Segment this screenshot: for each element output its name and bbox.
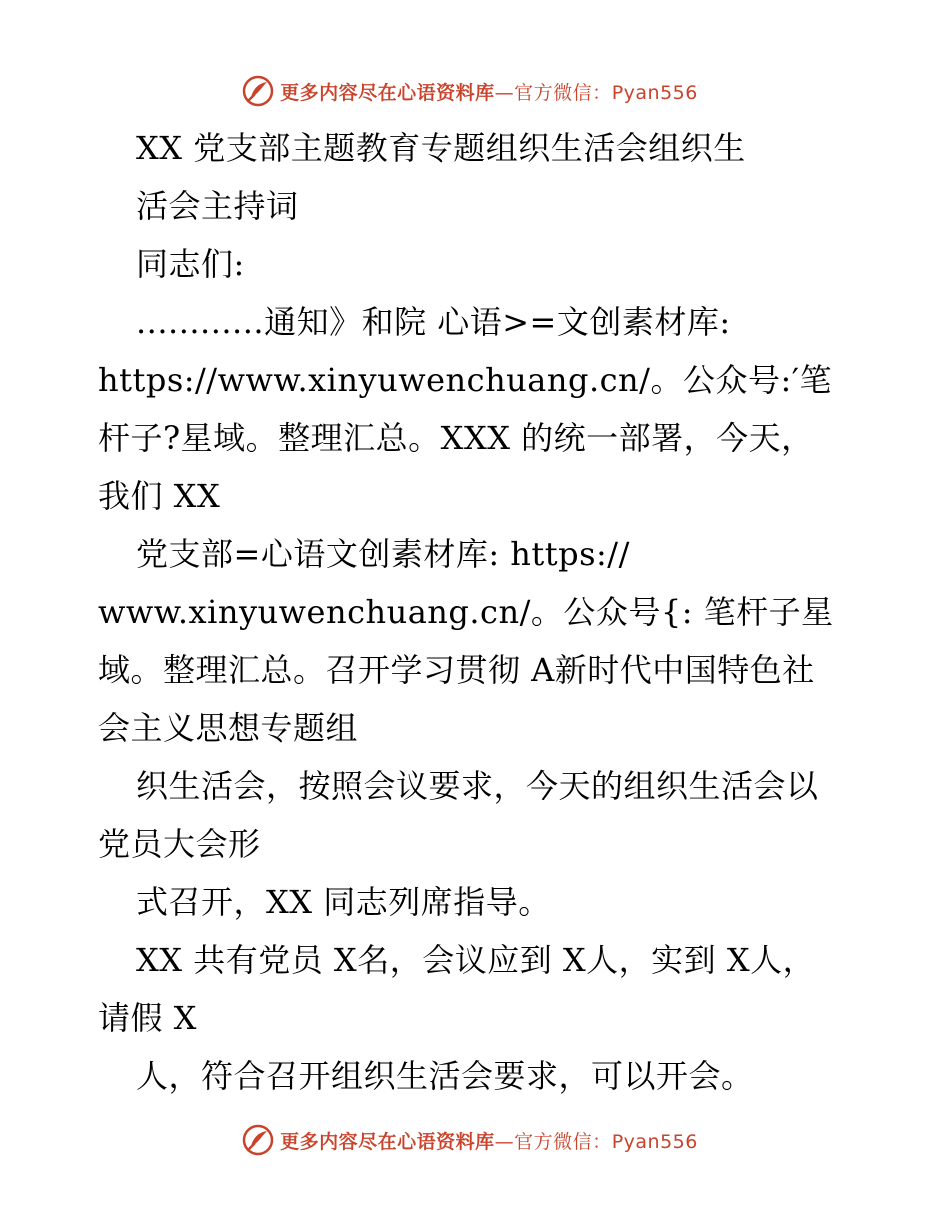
- doc-paragraph-line: 党员大会形: [98, 825, 261, 863]
- watermark-main: 更多内容尽在心语资料库: [280, 1130, 495, 1153]
- doc-paragraph-line: XX 共有党员 X名，会议应到 X人，实到 X人，: [136, 941, 816, 979]
- doc-paragraph-line: www.xinyuwenchuang.cn/。公众号{: 笔杆子星: [98, 593, 834, 631]
- doc-paragraph-line: 党支部=心语文创素材库: https://: [136, 535, 630, 573]
- watermark-banner-top: [0, 71, 950, 111]
- doc-paragraph-line: https://www.xinyuwenchuang.cn/。公众号:′笔: [98, 361, 832, 399]
- doc-paragraph-line: 人，符合召开组织生活会要求，可以开会。: [136, 1057, 754, 1095]
- watermark-text: [280, 1127, 698, 1154]
- doc-paragraph-line: 会主义思想专题组: [98, 709, 359, 747]
- watermark-wechat: —官方微信：: [494, 1130, 612, 1153]
- doc-title-line-1: XX 党支部主题教育专题组织生活会组织生: [136, 129, 746, 167]
- doc-paragraph-line: 杆子?星域。整理汇总。XXX 的统一部署，今天，: [98, 419, 814, 457]
- doc-salutation: 同志们:: [136, 245, 245, 283]
- brand-logo-icon: [242, 1124, 274, 1156]
- brand-logo-icon: [242, 75, 274, 107]
- doc-paragraph-line: 我们 XX: [98, 477, 221, 515]
- doc-paragraph-line: 织生活会，按照会议要求，今天的组织生活会以: [136, 767, 819, 805]
- watermark-wechat: —官方微信：: [494, 81, 612, 104]
- watermark-text: [280, 78, 698, 105]
- watermark-id: Pyan556: [611, 1130, 698, 1153]
- doc-title-line-2: 活会主持词: [136, 187, 299, 225]
- doc-paragraph-line: 请假 X: [98, 999, 197, 1037]
- document-body: [98, 124, 868, 1110]
- doc-paragraph-line: 式召开，XX 同志列席指导。: [136, 883, 551, 921]
- watermark-main: 更多内容尽在心语资料库: [280, 81, 495, 104]
- doc-paragraph-line: 域。整理汇总。召开学习贯彻 A新时代中国特色社: [98, 651, 815, 689]
- watermark-banner-bottom: [0, 1120, 950, 1160]
- doc-paragraph-line: ............通知》和院 心语>=文创素材库:: [136, 303, 731, 341]
- watermark-id: Pyan556: [611, 81, 698, 104]
